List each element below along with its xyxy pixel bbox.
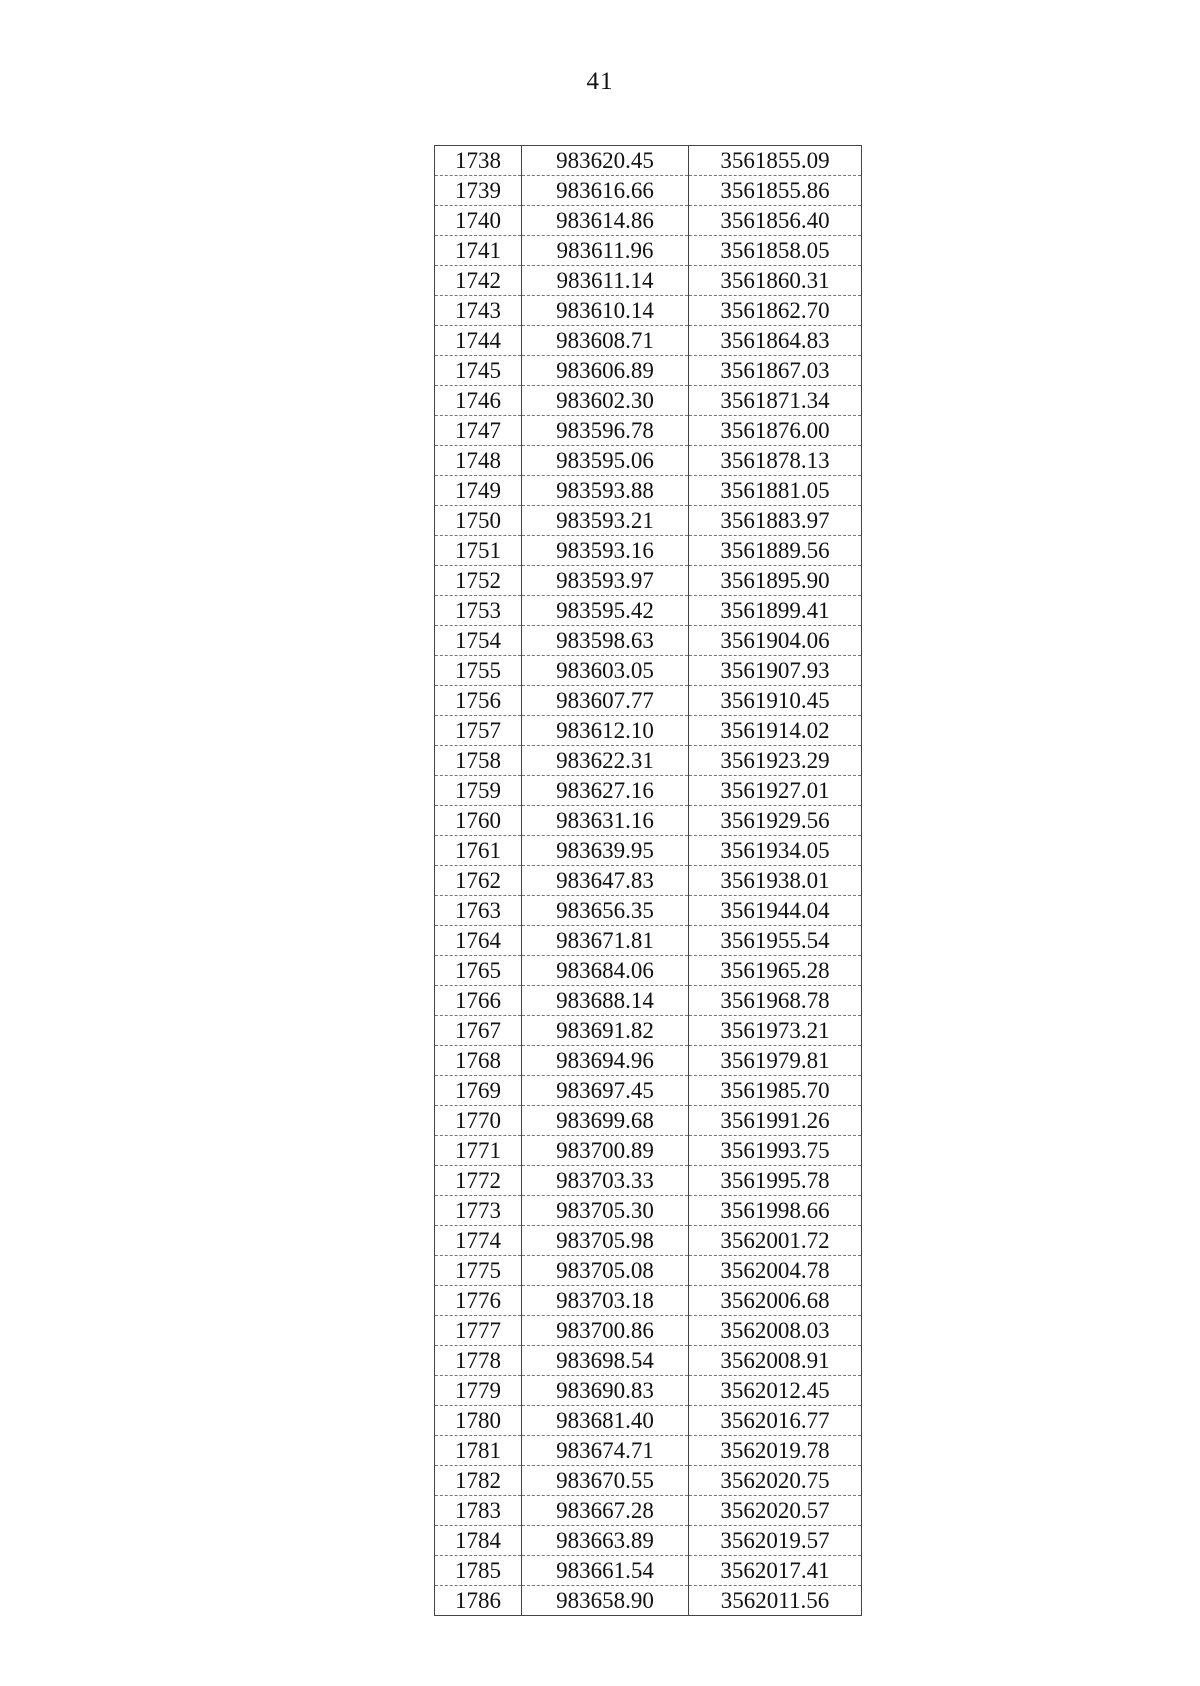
table-row	[435, 1166, 862, 1196]
y-coordinate-cell: 3561895.90	[689, 566, 862, 596]
point-id-cell: 1768	[435, 1046, 522, 1076]
table-row	[435, 1286, 862, 1316]
table-row	[435, 1106, 862, 1136]
x-coordinate-cell: 983661.54	[522, 1556, 689, 1586]
x-coordinate-cell: 983614.86	[522, 206, 689, 236]
y-coordinate-cell: 3561944.04	[689, 896, 862, 926]
table-row	[435, 1466, 862, 1496]
point-id-cell: 1752	[435, 566, 522, 596]
x-coordinate-cell: 983670.55	[522, 1466, 689, 1496]
x-coordinate-cell: 983595.06	[522, 446, 689, 476]
table-row	[435, 356, 862, 386]
point-id-cell: 1756	[435, 686, 522, 716]
point-id-cell: 1786	[435, 1586, 522, 1616]
coordinate-table	[434, 145, 862, 1616]
point-id-cell: 1783	[435, 1496, 522, 1526]
point-id-cell: 1775	[435, 1256, 522, 1286]
point-id-cell: 1765	[435, 956, 522, 986]
y-coordinate-cell: 3562019.57	[689, 1526, 862, 1556]
x-coordinate-cell: 983656.35	[522, 896, 689, 926]
y-coordinate-cell: 3562008.03	[689, 1316, 862, 1346]
point-id-cell: 1751	[435, 536, 522, 566]
table-row	[435, 506, 862, 536]
table-row	[435, 806, 862, 836]
y-coordinate-cell: 3561855.86	[689, 176, 862, 206]
y-coordinate-cell: 3562019.78	[689, 1436, 862, 1466]
table-row	[435, 236, 862, 266]
point-id-cell: 1774	[435, 1226, 522, 1256]
point-id-cell: 1747	[435, 416, 522, 446]
x-coordinate-cell: 983631.16	[522, 806, 689, 836]
table-row	[435, 1556, 862, 1586]
y-coordinate-cell: 3561993.75	[689, 1136, 862, 1166]
y-coordinate-cell: 3561862.70	[689, 296, 862, 326]
x-coordinate-cell: 983603.05	[522, 656, 689, 686]
table-row	[435, 686, 862, 716]
table-row	[435, 956, 862, 986]
point-id-cell: 1782	[435, 1466, 522, 1496]
y-coordinate-cell: 3561856.40	[689, 206, 862, 236]
x-coordinate-cell: 983705.98	[522, 1226, 689, 1256]
x-coordinate-cell: 983596.78	[522, 416, 689, 446]
x-coordinate-cell: 983697.45	[522, 1076, 689, 1106]
y-coordinate-cell: 3561938.01	[689, 866, 862, 896]
y-coordinate-cell: 3561907.93	[689, 656, 862, 686]
x-coordinate-cell: 983612.10	[522, 716, 689, 746]
table-row	[435, 296, 862, 326]
x-coordinate-cell: 983658.90	[522, 1586, 689, 1616]
table-row	[435, 1136, 862, 1166]
x-coordinate-cell: 983694.96	[522, 1046, 689, 1076]
x-coordinate-cell: 983611.96	[522, 236, 689, 266]
point-id-cell: 1744	[435, 326, 522, 356]
x-coordinate-cell: 983667.28	[522, 1496, 689, 1526]
y-coordinate-cell: 3561985.70	[689, 1076, 862, 1106]
point-id-cell: 1745	[435, 356, 522, 386]
table-row	[435, 476, 862, 506]
table-row	[435, 416, 862, 446]
table-row	[435, 1196, 862, 1226]
table-row	[435, 326, 862, 356]
x-coordinate-cell: 983593.97	[522, 566, 689, 596]
table-row	[435, 386, 862, 416]
y-coordinate-cell: 3561991.26	[689, 1106, 862, 1136]
point-id-cell: 1742	[435, 266, 522, 296]
point-id-cell: 1762	[435, 866, 522, 896]
x-coordinate-cell: 983620.45	[522, 146, 689, 176]
table-row	[435, 1256, 862, 1286]
point-id-cell: 1750	[435, 506, 522, 536]
table-row	[435, 146, 862, 176]
table-row	[435, 866, 862, 896]
x-coordinate-cell: 983684.06	[522, 956, 689, 986]
y-coordinate-cell: 3561955.54	[689, 926, 862, 956]
table-row	[435, 896, 862, 926]
point-id-cell: 1779	[435, 1376, 522, 1406]
table-row	[435, 746, 862, 776]
x-coordinate-cell: 983690.83	[522, 1376, 689, 1406]
table-row	[435, 176, 862, 206]
table-row	[435, 1496, 862, 1526]
x-coordinate-cell: 983639.95	[522, 836, 689, 866]
y-coordinate-cell: 3561914.02	[689, 716, 862, 746]
table-row	[435, 1046, 862, 1076]
y-coordinate-cell: 3561904.06	[689, 626, 862, 656]
point-id-cell: 1763	[435, 896, 522, 926]
y-coordinate-cell: 3561883.97	[689, 506, 862, 536]
x-coordinate-cell: 983688.14	[522, 986, 689, 1016]
coordinate-table-body	[435, 146, 862, 1616]
x-coordinate-cell: 983593.21	[522, 506, 689, 536]
table-row	[435, 1016, 862, 1046]
x-coordinate-cell: 983700.86	[522, 1316, 689, 1346]
y-coordinate-cell: 3561965.28	[689, 956, 862, 986]
y-coordinate-cell: 3561881.05	[689, 476, 862, 506]
y-coordinate-cell: 3561867.03	[689, 356, 862, 386]
x-coordinate-cell: 983616.66	[522, 176, 689, 206]
y-coordinate-cell: 3561910.45	[689, 686, 862, 716]
y-coordinate-cell: 3562004.78	[689, 1256, 862, 1286]
point-id-cell: 1759	[435, 776, 522, 806]
table-row	[435, 1316, 862, 1346]
x-coordinate-cell: 983647.83	[522, 866, 689, 896]
x-coordinate-cell: 983663.89	[522, 1526, 689, 1556]
point-id-cell: 1776	[435, 1286, 522, 1316]
y-coordinate-cell: 3561923.29	[689, 746, 862, 776]
table-row	[435, 566, 862, 596]
y-coordinate-cell: 3561871.34	[689, 386, 862, 416]
x-coordinate-cell: 983627.16	[522, 776, 689, 806]
y-coordinate-cell: 3561876.00	[689, 416, 862, 446]
table-row	[435, 1436, 862, 1466]
table-row	[435, 626, 862, 656]
y-coordinate-cell: 3562012.45	[689, 1376, 862, 1406]
point-id-cell: 1749	[435, 476, 522, 506]
point-id-cell: 1769	[435, 1076, 522, 1106]
point-id-cell: 1770	[435, 1106, 522, 1136]
x-coordinate-cell: 983691.82	[522, 1016, 689, 1046]
table-row	[435, 1586, 862, 1616]
point-id-cell: 1760	[435, 806, 522, 836]
table-row	[435, 536, 862, 566]
x-coordinate-cell: 983602.30	[522, 386, 689, 416]
y-coordinate-cell: 3562020.75	[689, 1466, 862, 1496]
table-row	[435, 266, 862, 296]
table-row	[435, 836, 862, 866]
page-number: 41	[586, 68, 614, 95]
point-id-cell: 1767	[435, 1016, 522, 1046]
point-id-cell: 1753	[435, 596, 522, 626]
point-id-cell: 1766	[435, 986, 522, 1016]
point-id-cell: 1778	[435, 1346, 522, 1376]
x-coordinate-cell: 983608.71	[522, 326, 689, 356]
table-row	[435, 926, 862, 956]
table-row	[435, 1346, 862, 1376]
y-coordinate-cell: 3561929.56	[689, 806, 862, 836]
x-coordinate-cell: 983681.40	[522, 1406, 689, 1436]
y-coordinate-cell: 3561979.81	[689, 1046, 862, 1076]
table-row	[435, 776, 862, 806]
x-coordinate-cell: 983700.89	[522, 1136, 689, 1166]
point-id-cell: 1785	[435, 1556, 522, 1586]
point-id-cell: 1784	[435, 1526, 522, 1556]
point-id-cell: 1741	[435, 236, 522, 266]
y-coordinate-cell: 3561973.21	[689, 1016, 862, 1046]
x-coordinate-cell: 983598.63	[522, 626, 689, 656]
x-coordinate-cell: 983705.08	[522, 1256, 689, 1286]
x-coordinate-cell: 983671.81	[522, 926, 689, 956]
point-id-cell: 1772	[435, 1166, 522, 1196]
y-coordinate-cell: 3562016.77	[689, 1406, 862, 1436]
x-coordinate-cell: 983593.88	[522, 476, 689, 506]
x-coordinate-cell: 983703.33	[522, 1166, 689, 1196]
table-row	[435, 986, 862, 1016]
y-coordinate-cell: 3562001.72	[689, 1226, 862, 1256]
table-row	[435, 1526, 862, 1556]
table-row	[435, 596, 862, 626]
y-coordinate-cell: 3561934.05	[689, 836, 862, 866]
point-id-cell: 1764	[435, 926, 522, 956]
point-id-cell: 1761	[435, 836, 522, 866]
x-coordinate-cell: 983610.14	[522, 296, 689, 326]
point-id-cell: 1758	[435, 746, 522, 776]
x-coordinate-cell: 983606.89	[522, 356, 689, 386]
table-row	[435, 716, 862, 746]
y-coordinate-cell: 3561998.66	[689, 1196, 862, 1226]
point-id-cell: 1748	[435, 446, 522, 476]
point-id-cell: 1739	[435, 176, 522, 206]
y-coordinate-cell: 3561855.09	[689, 146, 862, 176]
y-coordinate-cell: 3562017.41	[689, 1556, 862, 1586]
table-row	[435, 1226, 862, 1256]
y-coordinate-cell: 3562008.91	[689, 1346, 862, 1376]
table-row	[435, 206, 862, 236]
x-coordinate-cell: 983595.42	[522, 596, 689, 626]
point-id-cell: 1781	[435, 1436, 522, 1466]
x-coordinate-cell: 983705.30	[522, 1196, 689, 1226]
y-coordinate-cell: 3561995.78	[689, 1166, 862, 1196]
y-coordinate-cell: 3561864.83	[689, 326, 862, 356]
table-row	[435, 1376, 862, 1406]
point-id-cell: 1771	[435, 1136, 522, 1166]
x-coordinate-cell: 983674.71	[522, 1436, 689, 1466]
point-id-cell: 1777	[435, 1316, 522, 1346]
x-coordinate-cell: 983699.68	[522, 1106, 689, 1136]
point-id-cell: 1746	[435, 386, 522, 416]
point-id-cell: 1743	[435, 296, 522, 326]
y-coordinate-cell: 3561927.01	[689, 776, 862, 806]
y-coordinate-cell: 3561968.78	[689, 986, 862, 1016]
x-coordinate-cell: 983593.16	[522, 536, 689, 566]
point-id-cell: 1738	[435, 146, 522, 176]
table-row	[435, 1076, 862, 1106]
x-coordinate-cell: 983698.54	[522, 1346, 689, 1376]
y-coordinate-cell: 3561860.31	[689, 266, 862, 296]
x-coordinate-cell: 983703.18	[522, 1286, 689, 1316]
table-row	[435, 446, 862, 476]
x-coordinate-cell: 983611.14	[522, 266, 689, 296]
x-coordinate-cell: 983607.77	[522, 686, 689, 716]
point-id-cell: 1773	[435, 1196, 522, 1226]
y-coordinate-cell: 3562011.56	[689, 1586, 862, 1616]
point-id-cell: 1780	[435, 1406, 522, 1436]
table-row	[435, 1406, 862, 1436]
y-coordinate-cell: 3561878.13	[689, 446, 862, 476]
y-coordinate-cell: 3561858.05	[689, 236, 862, 266]
point-id-cell: 1740	[435, 206, 522, 236]
y-coordinate-cell: 3561899.41	[689, 596, 862, 626]
y-coordinate-cell: 3562020.57	[689, 1496, 862, 1526]
table-row	[435, 656, 862, 686]
y-coordinate-cell: 3561889.56	[689, 536, 862, 566]
y-coordinate-cell: 3562006.68	[689, 1286, 862, 1316]
x-coordinate-cell: 983622.31	[522, 746, 689, 776]
point-id-cell: 1757	[435, 716, 522, 746]
point-id-cell: 1755	[435, 656, 522, 686]
point-id-cell: 1754	[435, 626, 522, 656]
